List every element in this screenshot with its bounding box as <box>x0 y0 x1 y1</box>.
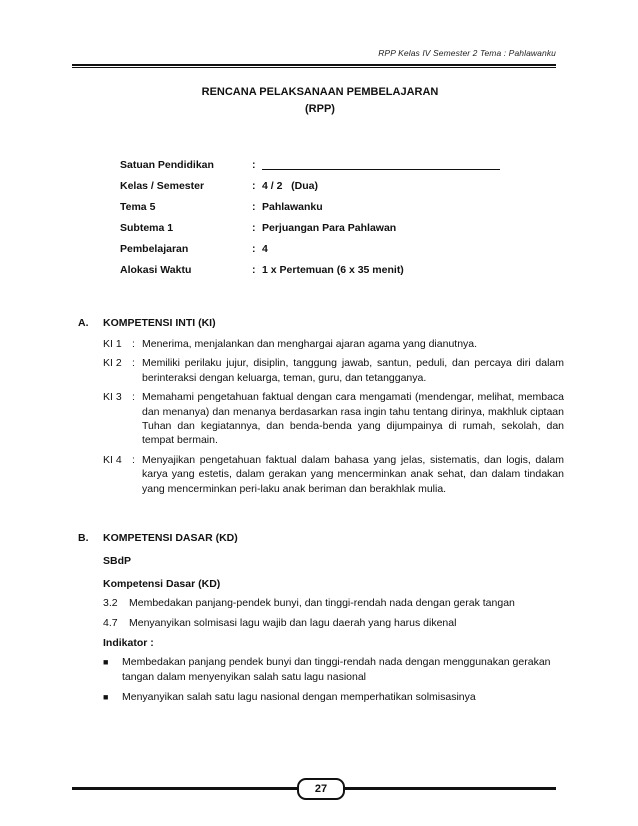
ki-list <box>103 337 564 496</box>
indicator-text: Membedakan panjang pendek bunyi dan tinggi-rendah nada dengan menggunakan gerakan tangan dalam menyenyikan salah satu lagu nasional <box>122 656 551 683</box>
title-line-2: (RPP) <box>305 103 335 115</box>
title-line-1: RENCANA PELAKSANAAN PEMBELAJARAN <box>201 86 439 98</box>
identity-label: Kelas / Semester <box>120 180 205 192</box>
kd-body <box>103 552 564 705</box>
kd-item <box>103 616 564 631</box>
identity-row-subtema <box>120 218 500 239</box>
indicator-text: Menyanyikan salah satu lagu nasional dengan memperhatikan solmisasinya <box>122 691 476 703</box>
header-divider <box>72 64 556 68</box>
identity-row-kelas-semester <box>120 176 500 197</box>
running-header: RPP Kelas IV Semester 2 Tema : Pahlawanku <box>378 48 556 58</box>
identity-colon: : <box>252 243 256 255</box>
ki-text: Memiliki perilaku jujur, disiplin, tanggung jawab, santun, peduli, dan percaya diri dalam berinteraksi dengan keluarga, teman, guru, dan tetangganya. <box>142 357 564 384</box>
ki-item <box>103 453 564 496</box>
ki-code: KI 4 <box>103 453 122 466</box>
identity-row-tema <box>120 197 500 218</box>
ki-text: Menerima, menjalankan dan menghargai ajaran agama yang dianutnya. <box>142 338 478 350</box>
section-kompetensi-inti <box>78 314 564 496</box>
identity-value: 1 x Pertemuan (6 x 35 menit) <box>262 264 404 276</box>
identity-colon: : <box>252 180 256 192</box>
identity-row-pembelajaran <box>120 239 500 260</box>
section-letter: A. <box>78 317 89 329</box>
square-bullet-icon: ■ <box>103 692 109 702</box>
ki-text: Menyajikan pengetahuan faktual dalam bahasa yang jelas, sistematis, dan logis, dalam karya yang estetis, dalam gerakan yang mencerminkan anak sehat, dan dalam tindakan yang mencerminkan peri-laku anak beriman dan berakhlak mulia. <box>142 453 564 495</box>
kd-number: 3.2 <box>103 597 118 609</box>
ki-code: KI 3 <box>103 391 122 404</box>
identity-label: Alokasi Waktu <box>120 264 192 276</box>
identity-label: Tema 5 <box>120 201 156 213</box>
kd-item <box>103 596 564 611</box>
ki-colon: : <box>132 357 135 370</box>
identity-colon: : <box>252 264 256 276</box>
ki-code: KI 2 <box>103 357 122 370</box>
kd-subheading: Kompetensi Dasar (KD) <box>103 578 221 590</box>
blank-fill-line <box>262 157 500 170</box>
identity-label: Subtema 1 <box>120 222 174 234</box>
identity-colon: : <box>252 159 256 171</box>
kd-text: Membedakan panjang-pendek bunyi, dan tinggi-rendah nada dengan gerak tangan <box>129 597 515 609</box>
document-title <box>90 84 550 118</box>
identity-colon: : <box>252 222 256 234</box>
indicator-heading: Indikator : <box>103 637 154 649</box>
indicator-item <box>103 655 564 685</box>
ki-code: KI 1 <box>103 338 122 350</box>
kd-number: 4.7 <box>103 617 118 629</box>
identity-value: 4 <box>262 243 268 255</box>
ki-text: Memahami pengetahuan faktual dengan cara mengamati (mendengar, melihat, membaca dan menanya) dan menanya berdasarkan rasa ingin tahu tentang dirinya, makhluk ciptaan Tuhan dan kegiatannya, dan benda-benda yang dijumpainya di rumah, sekolah, dan tempat bermain. <box>142 391 564 447</box>
square-bullet-icon: ■ <box>103 657 109 667</box>
ki-colon: : <box>132 453 135 466</box>
section-letter: B. <box>78 532 89 544</box>
section-title: KOMPETENSI DASAR (KD) <box>103 532 238 544</box>
identity-row-satuan-pendidikan <box>120 155 500 176</box>
ki-colon: : <box>132 391 135 404</box>
section-kompetensi-dasar <box>78 529 564 705</box>
ki-item <box>103 337 564 351</box>
identity-colon: : <box>252 201 256 213</box>
identity-value: 4 / 2 (Dua) <box>262 180 319 192</box>
identity-value: Perjuangan Para Pahlawan <box>262 222 397 234</box>
section-heading <box>78 529 564 547</box>
identity-label: Pembelajaran <box>120 243 189 255</box>
section-title: KOMPETENSI INTI (KI) <box>103 317 216 329</box>
section-heading <box>78 314 564 332</box>
identity-value: Pahlawanku <box>262 201 323 213</box>
identity-value-blank <box>262 155 500 176</box>
indicator-item <box>103 690 564 705</box>
identity-label: Satuan Pendidikan <box>120 159 214 171</box>
kd-text: Menyanyikan solmisasi lagu wajib dan lagu daerah yang harus dikenal <box>129 617 457 629</box>
identity-row-alokasi-waktu <box>120 260 500 281</box>
ki-item <box>103 356 564 385</box>
subject-label: SBdP <box>103 555 132 567</box>
ki-item <box>103 390 564 448</box>
identity-table <box>120 155 500 281</box>
ki-colon: : <box>132 338 135 350</box>
page-number: 27 <box>297 778 345 800</box>
